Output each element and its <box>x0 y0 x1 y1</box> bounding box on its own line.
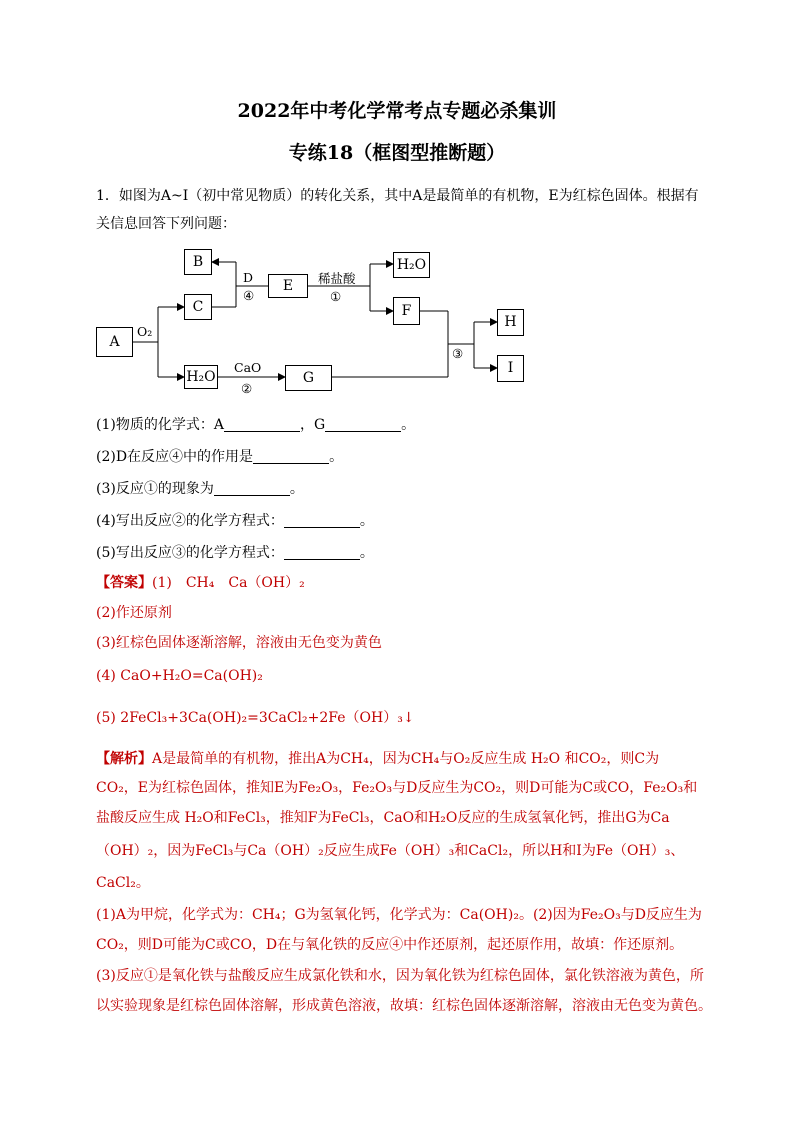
node-C: C <box>184 294 212 320</box>
label-dilute-hcl: 稀盐酸 <box>318 271 356 286</box>
subq3-text-b: 。 <box>289 481 304 497</box>
answer-blank-3[interactable] <box>214 481 290 496</box>
label-D: D <box>243 270 254 285</box>
node-H2O-bottom: H₂O <box>184 365 218 389</box>
analysis-p4: （OH）₂，因为FeCl₃与Ca（OH）₂反应生成Fe（OH）₃和CaCl₂，所以H和I为Fe（OH）₃、 <box>96 843 685 859</box>
analysis-p6: (1)A为甲烷，化学式为：CH₄；G为氢氧化钙，化学式为：Ca(OH)₂。(2)因为Fe₂O₃与D反应生为 <box>96 907 702 923</box>
analysis-p2: CO₂，E为红棕色固体，推知E为Fe₂O₃，Fe₂O₃与D反应生为CO₂，则D可能为C或CO，Fe₂O₃和 <box>96 780 698 796</box>
reaction-diagram <box>0 0 794 420</box>
analysis-p3: 盐酸反应生成 H₂O和FeCl₃，推知F为FeCl₃，CaO和H₂O反应的生成氢氧化钙，推出G为Ca <box>96 810 670 826</box>
question-text-line2: 关信息回答下列问题： <box>96 216 236 232</box>
node-E: E <box>268 274 308 298</box>
subquestion-4 <box>96 510 374 530</box>
subq3-text-a: (3)反应①的现象为 <box>96 481 214 497</box>
answer-4: (4) CaO+H₂O=Ca(OH)₂ <box>96 668 263 684</box>
subq5-text-b: 。 <box>359 545 374 561</box>
subq2-text-b: 。 <box>329 449 344 465</box>
answer-blank-4[interactable] <box>284 513 360 528</box>
node-H2O-top: H₂O <box>393 252 430 278</box>
label-CaO: CaO <box>234 360 262 375</box>
subquestion-3 <box>96 478 304 498</box>
node-G: G <box>285 365 332 391</box>
analysis-label: 【解析】 <box>96 751 152 767</box>
subquestion-2 <box>96 446 343 466</box>
answer-5: (5) 2FeCl₃+3Ca(OH)₂=3CaCl₂+2Fe（OH）₃↓ <box>96 710 415 726</box>
answer-blank-2[interactable] <box>253 449 329 464</box>
subq5-text-a: (5)写出反应③的化学方程式： <box>96 545 284 561</box>
label-reaction-2: ② <box>241 381 253 396</box>
node-H: H <box>497 309 524 336</box>
label-reaction-4: ④ <box>243 288 255 303</box>
answer-1: (1) CH₄ Ca（OH）₂ <box>152 575 305 591</box>
node-I: I <box>497 355 524 382</box>
node-A: A <box>96 327 133 357</box>
page-title: 2022年中考化学常考点专题必杀集训 <box>237 100 557 122</box>
analysis-p5: CaCl₂。 <box>96 875 150 891</box>
answer-3: (3)红棕色固体逐渐溶解，溶液由无色变为黄色 <box>96 635 382 651</box>
analysis-p8: (3)反应①是氧化铁与盐酸反应生成氯化铁和水，因为氧化铁为红棕色固体，氯化铁溶液为黄色，所 <box>96 968 704 984</box>
label-reaction-1: ① <box>330 289 342 304</box>
diagram-lines <box>0 0 794 420</box>
answer-line-1 <box>96 572 305 592</box>
node-B: B <box>184 249 212 275</box>
answer-blank-G[interactable] <box>325 417 401 432</box>
subq4-text-a: (4)写出反应②的化学方程式： <box>96 513 284 529</box>
label-O2: O₂ <box>137 324 153 339</box>
answer-label: 【答案】 <box>96 575 152 591</box>
subq4-text-b: 。 <box>359 513 374 529</box>
answer-blank-A[interactable] <box>224 417 300 432</box>
page-subtitle: 专练18（框图型推断题） <box>288 142 506 164</box>
label-reaction-3: ③ <box>452 346 464 361</box>
subq1-text-c: 。 <box>401 417 416 433</box>
subq2-text-a: (2)D在反应④中的作用是 <box>96 449 254 465</box>
node-F: F <box>393 297 420 325</box>
subquestion-1 <box>96 414 415 434</box>
analysis-line-1 <box>96 748 659 768</box>
analysis-p9: 以实验现象是红棕色固体溶解，形成黄色溶液，故填：红棕色固体逐渐溶解，溶液由无色变为黄色。 <box>96 998 712 1014</box>
subq1-text-b: ，G <box>299 417 326 433</box>
analysis-p1: A是最简单的有机物，推出A为CH₄，因为CH₄与O₂反应生成 H₂O 和CO₂，则C为 <box>152 751 660 767</box>
question-text-line1: 1．如图为A~I（初中常见物质）的转化关系，其中A是最简单的有机物，E为红棕色固体。根据有 <box>96 188 699 204</box>
answer-2: (2)作还原剂 <box>96 605 172 621</box>
analysis-p7: CO₂，则D可能为C或CO，D在与氧化铁的反应④中作还原剂，起还原作用，故填：作还原剂。 <box>96 937 684 953</box>
subq1-text-a: (1)物质的化学式：A <box>96 417 224 433</box>
answer-blank-5[interactable] <box>284 545 360 560</box>
subquestion-5 <box>96 542 374 562</box>
